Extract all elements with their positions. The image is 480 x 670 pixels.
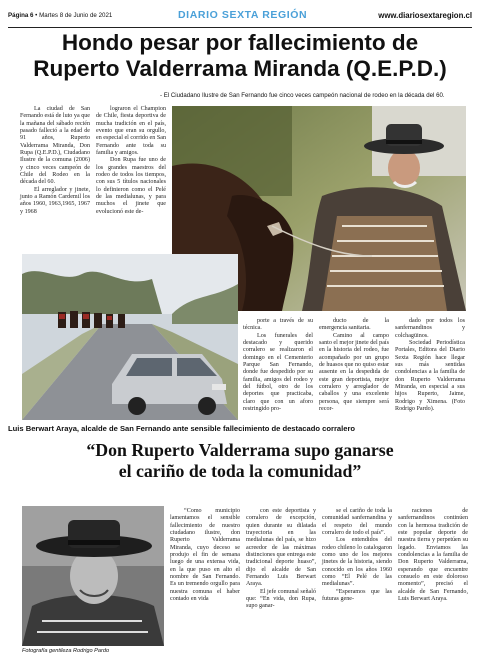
newspaper-brand: DIARIO SEXTA REGIÓN: [178, 9, 308, 21]
headline-line-1: Hondo pesar por fallecimiento de: [61, 30, 419, 55]
headline-line-2: el cariño de toda la comunidad”: [118, 461, 362, 481]
paragraph: raciones de sanfernandinos continúen con la hermosa tradición de este popular deporte de nuestra tierra y perpetúen su legado. Enviamos las condolencias a la familia de Don Ruperto Valderrama, esperando que encuentre consuelo en este doloroso momento”, precisó el alcalde de San Fernando, Luis Berwart Araya.: [398, 508, 468, 603]
paragraph: dado por todos los sanfernandinos y colchagüinos.: [395, 318, 465, 339]
paragraph: lograron el Champion de Chile, fiesta deportiva de mucha tradición en el país, evento que eran su orgullo, en especial el corrido en San Fernando ante toda su familia y amigos.: [96, 106, 166, 157]
article2-column-4: [398, 508, 468, 603]
page-number-date: Página 6 • Martes 8 de Junio de 2021: [8, 12, 113, 19]
paragraph: Camino al campo santo el mejor jinete del país en la historia del rodeo, fue acompañado por un grupo de huasos que no quiso estar ausente en la despedida de este gran deportista, mejor corralero y arreglador de caballos y una excelente persona, que siempre será recor-: [319, 332, 389, 413]
article1-column-3: [243, 318, 313, 413]
paragraph: Don Rupa fue uno de los grandes maestros del rodeo de todos los tiempos, con sus 5 títulos nacionales lo definieron como el Pelé de las medialunas, y para muchos el jinete que evolucionó este de-: [96, 157, 166, 215]
paragraph: “Como municipio lamentamos el sensible fallecimiento de nuestro ciudadano ilustre, don Ruperto Valderrama Miranda, cuyo deceso se produjo el fin de semana luego de una extensa vida, en la que puso en alto el nombre de San Fernando. Es un tremendo orgullo para nuestra comuna el haber contado en vida: [170, 508, 240, 603]
paragraph: se el cariño de toda la comunidad sanfernandina y el respeto del mundo corralero de todo el país”.: [322, 508, 392, 537]
paragraph: ducto de la emergencia sanitaria.: [319, 318, 389, 332]
headline-line-2: Ruperto Valderrama Miranda (Q.E.P.D.): [33, 56, 447, 81]
article2-column-2: [246, 508, 316, 611]
article2-section-line: Luis Berwart Araya, alcalde de San Fernando ante sensible fallecimiento de destacado corralero: [8, 424, 356, 433]
article1-headline: [8, 30, 472, 82]
article2-column-1: [170, 508, 240, 603]
paragraph: El jefe comunal señaló que: “En vida, don Rupa, supo ganar-: [246, 588, 316, 610]
paragraph: Los funerales del destacado y querido corralero se realizaron el domingo en el Cementerio Parque San Fernando, donde fue despedido por su familia, amigos del rodeo y del fútbol, otro de los deportes que practicaba, claro que con un aforo restringido pro-: [243, 332, 313, 413]
photo-caption: Fotografía gentileza Rodrigo Pardo: [22, 648, 110, 654]
paragraph: con este deportista y corralero de excepción, quien durante su dilatada trayectoria en las medialunas del país, se hizo acreedor de las máximas distinciones que entrega este tradicional deporte huaso”, dijo el alcalde de San Fernando Luis Berwart Araya.: [246, 508, 316, 588]
page-header: [8, 7, 472, 28]
article1-column-1: [20, 106, 90, 216]
article1-column-4: [319, 318, 389, 413]
paragraph: “Esperamos que las futuras gene-: [322, 588, 392, 603]
paragraph: La ciudad de San Fernando está de luto ya que la mañana del sábado recién pasado falleció a la edad de 91 años, Ruperto Valderrama Miranda, Don Rupa (Q.E.P.D.), Ciudadano Ilustre de la comuna (2006) y cinco veces campeón de Chile del Rodeo en la década del 60.: [20, 106, 90, 186]
newspaper-website: www.diariosextaregion.cl: [378, 11, 472, 20]
article1-column-5: [395, 318, 465, 413]
paragraph: porte a través de su técnica.: [243, 318, 313, 332]
article2-headline: [8, 440, 472, 482]
paragraph: Los entendidos del rodeo chileno lo catalogaron como uno de los mejores jinetes de la historia, siendo conocido en los años 1960 como “El Pelé de las medialunas”.: [322, 537, 392, 588]
article2-column-3: [322, 508, 392, 603]
ruperto-portrait-photo: [22, 506, 164, 646]
paragraph: Sociedad Periodística Portales, Editora del Diario Sexta Región hace llegar sus más sentidas condolencias a la familia de don Ruperto Valderrama Miranda, en especial a sus hijos Ruperto, Jaime, Rodrigo y Ximena. (Foto Rodrigo Pardo).: [395, 340, 465, 413]
article1-subheadline: - El Ciudadano Ilustre de San Fernando fue cinco veces campeón nacional de rodeo en la década del 60.: [160, 92, 445, 99]
funeral-procession-photo: [22, 254, 238, 420]
headline-line-1: “Don Ruperto Valderrama supo ganarse: [86, 440, 394, 460]
article1-column-2: [96, 106, 166, 216]
paragraph: El arreglador y jinete, junto a Ramón Cardemil los años 1960, 1963,1965, 1967 y 1968: [20, 186, 90, 215]
